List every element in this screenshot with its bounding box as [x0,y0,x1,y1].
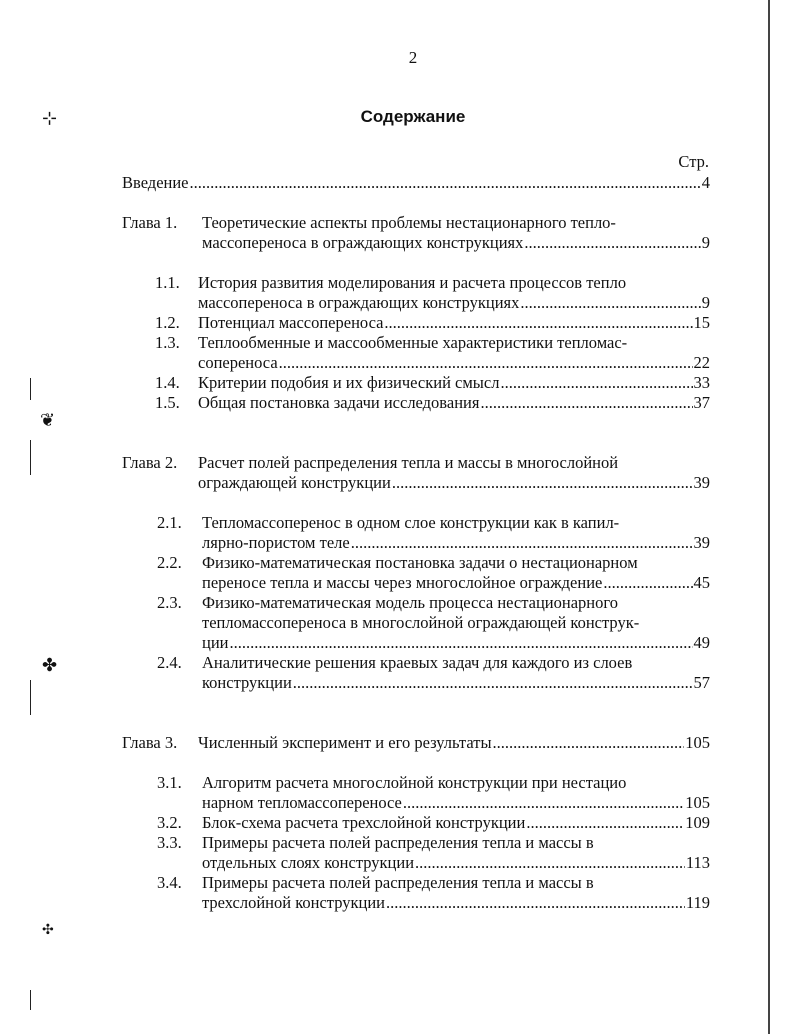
dotted-leader [386,893,685,913]
section-entry-text: Теплообменные и массообменные характеристики тепломас- [198,333,628,352]
section-entry-page: 39 [693,533,710,552]
section-number: 3.2. [157,813,182,832]
section-entry-page: 49 [693,633,710,652]
section-entry-leader-row [198,313,710,333]
section-entry-page: 57 [693,673,710,692]
scan-border-right [768,0,770,1034]
dotted-leader [415,853,685,873]
section-number: 2.4. [157,653,182,672]
section-number: 3.3. [157,833,182,852]
section-entry-page: 105 [685,793,710,812]
dotted-leader [279,353,693,373]
section-entry-text: История развития моделирования и расчета процессов тепло [198,273,627,292]
section-entry-leader-row [198,353,710,373]
chapter-label: Глава 3. [122,733,178,752]
intro-entry-text: Введение [122,173,189,192]
section-entry-text: Примеры расчета полей распределения тепла и массы в [202,833,594,852]
section-entry-text: Физико-математическая постановка задачи о нестационарном [202,553,638,572]
page-number: 2 [408,48,418,67]
section-number: 1.1. [155,273,180,292]
section-entry-text: Физико-математическая модель процесса нестационарного [202,593,618,612]
section-entry-text: Потенциал массопереноса [198,313,384,332]
section-entry-leader-row [202,793,710,813]
section-number: 1.2. [155,313,180,332]
dotted-leader [384,313,692,333]
section-entry-text: переносе тепла и массы через многослойное ограждение [202,573,603,592]
dotted-leader [526,813,684,833]
intro-entry-page: 4 [701,173,710,192]
dotted-leader [190,173,701,193]
section-entry-text: нарном тепломассопереносе [202,793,402,812]
chapter-entry-text: массопереноса в ограждающих конструкциях [202,233,524,252]
section-number: 1.5. [155,393,180,412]
dotted-leader [293,673,693,693]
chapter-entry-text: Численный эксперимент и его результаты [198,733,492,752]
section-number: 3.1. [157,773,182,792]
section-entry-page: 22 [693,353,710,372]
section-entry-page: 113 [685,853,710,872]
section-entry-text: ции [202,633,229,652]
dotted-leader [520,293,700,313]
scan-mark [30,680,31,715]
section-entry-text: лярно-пористом теле [202,533,350,552]
section-entry-leader-row [202,893,710,913]
chapter-entry-leader-row [202,233,710,253]
section-entry-leader-row [202,813,710,833]
section-entry-leader-row [198,393,710,413]
page-column-label: Стр. [678,152,709,171]
section-entry-text: Критерии подобия и их физический смысл [198,373,500,392]
scan-mark [30,378,31,400]
dotted-leader [493,733,685,753]
chapter-entry-page: 39 [693,473,710,492]
section-entry-leader-row [198,293,710,313]
chapter-entry-leader-row [198,473,710,493]
chapter-entry-page: 105 [685,733,710,752]
scan-mark [30,440,31,475]
section-entry-leader-row [202,533,710,553]
dotted-leader [351,533,693,553]
scan-speck-icon: ⊹ [42,108,58,128]
section-entry-leader-row [202,673,710,693]
section-entry-page: 45 [693,573,710,592]
dotted-leader [500,373,692,393]
section-entry-page: 119 [685,893,710,912]
section-entry-leader-row [202,633,710,653]
dotted-leader [230,633,693,653]
section-entry-text: конструкции [202,673,292,692]
section-entry-page: 33 [693,373,710,392]
section-entry-text: Тепломассоперенос в одном слое конструкции как в капил- [202,513,620,532]
intro-entry-leader-row [122,173,710,193]
scan-speck-icon: ✣ [42,923,54,938]
section-number: 2.2. [157,553,182,572]
chapter-label: Глава 1. [122,213,178,232]
section-number: 3.4. [157,873,182,892]
section-number: 2.3. [157,593,182,612]
chapter-entry-text: ограждающей конструкции [198,473,391,492]
section-number: 1.3. [155,333,180,352]
section-entry-text: сопереноса [198,353,278,372]
section-entry-text: Аналитические решения краевых задач для каждого из слоев [202,653,633,672]
scan-speck-icon: ✤ [42,655,58,675]
section-entry-page: 37 [693,393,710,412]
section-entry-page: 9 [701,293,710,312]
section-entry-leader-row [198,373,710,393]
dotted-leader [480,393,692,413]
page-title: Содержание [360,107,466,126]
section-entry-text: массопереноса в ограждающих конструкциях [198,293,520,312]
dotted-leader [403,793,684,813]
section-entry-leader-row [202,573,710,593]
dotted-leader [603,573,692,593]
chapter-entry-text: Теоретические аспекты проблемы нестационарного тепло- [202,213,616,232]
section-entry-text: отдельных слоях конструкции [202,853,415,872]
section-entry-text: тепломассопереноса в многослойной ограждающей конструк- [202,613,640,632]
chapter-entry-leader-row [198,733,710,753]
scan-speck-icon: ❦ [40,410,56,430]
section-entry-text: Алгоритм расчета многослойной конструкции при нестацио [202,773,627,792]
section-number: 1.4. [155,373,180,392]
dotted-leader [392,473,693,493]
section-entry-page: 109 [685,813,710,832]
section-entry-text: Блок-схема расчета трехслойной конструкции [202,813,526,832]
section-number: 2.1. [157,513,182,532]
section-entry-text: Общая постановка задачи исследования [198,393,480,412]
section-entry-text: трехслойной конструкции [202,893,385,912]
dotted-leader [524,233,700,253]
section-entry-leader-row [202,853,710,873]
chapter-label: Глава 2. [122,453,178,472]
chapter-entry-page: 9 [701,233,710,252]
scan-mark [30,990,31,1010]
section-entry-page: 15 [693,313,710,332]
section-entry-text: Примеры расчета полей распределения тепла и массы в [202,873,594,892]
chapter-entry-text: Расчет полей распределения тепла и массы в многослойной [198,453,619,472]
